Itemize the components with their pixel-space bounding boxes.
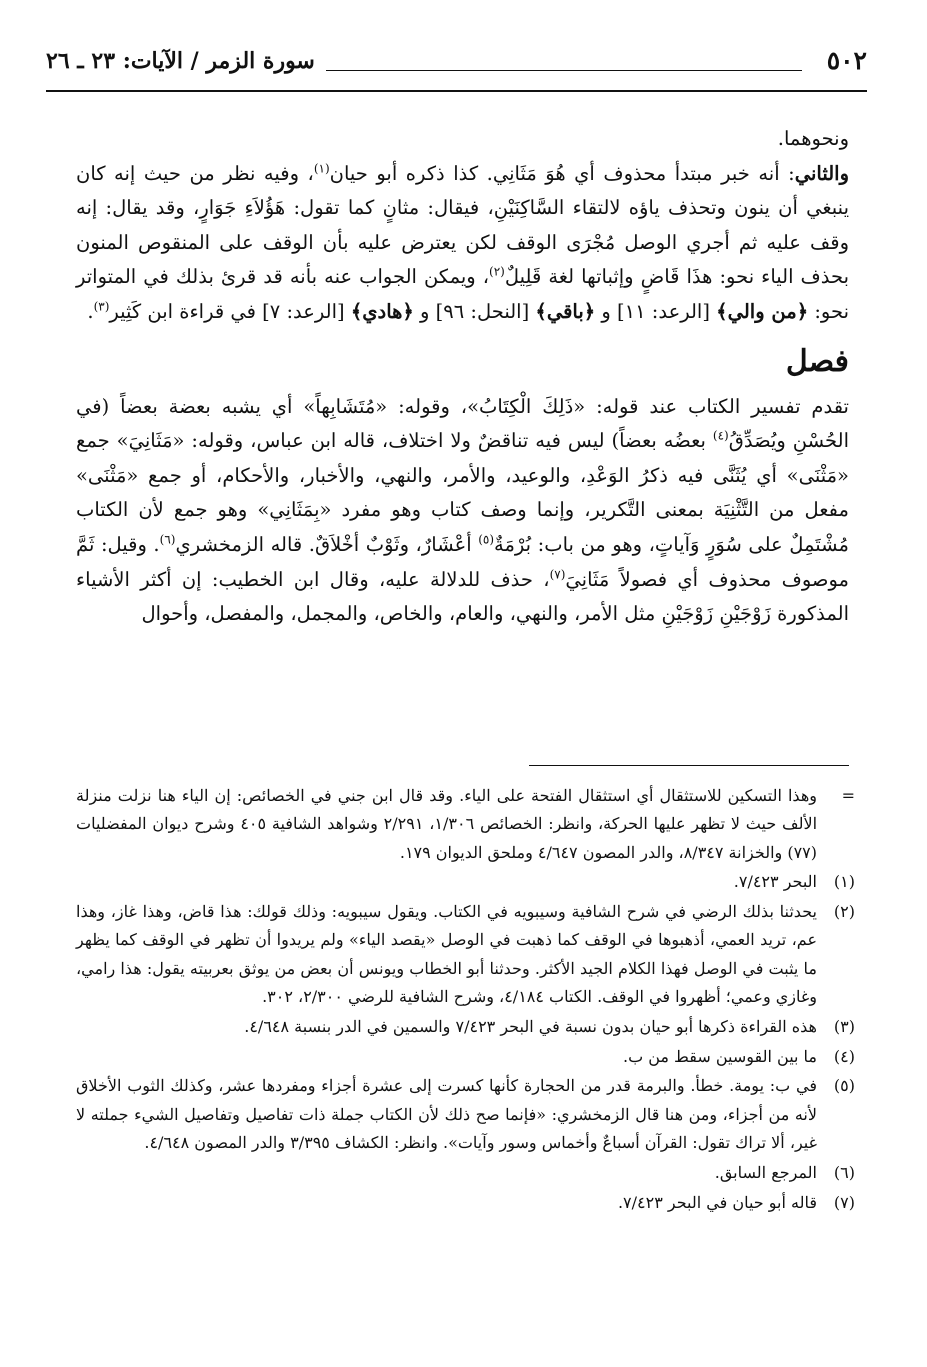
footnote-mark: (٥) <box>833 1076 855 1096</box>
footnote <box>76 1072 855 1157</box>
paragraph-2: والثاني: أنه خبر مبتدأ محذوف أي هُوَ مَثَانِي. كذا ذكره أبو حيان$^{(١)}$، وفيه نظر من حيث إنه كان ينبغي أن ينون وتحذف ياؤه لالتقاء السَّاكِنَيْنِ، فيقال: مثانٍ كما تقول: هَؤُلاَءِ جَوَارٍ، وقد يقال: إنه وقف عليه ثم أجري الوصل مُجْرَى الوقف لكن يعترض عليه بأن الوقف على المنقوص المنون بحذف الياء نحو: هذَا قَاضٍ وإثباتها لغة قَلِيلٌ$^{(٢)}$، ويمكن الجواب عنه بأنه قد قرئ بذلك في المتواتر نحو: ﴿من والي﴾ [الرعد: ١١] و ﴿باقي﴾ [النحل: ٩٦] و ﴿هادي﴾ [الرعد: ٧] في قراءة ابن كَثِير$^{(٣)}$. <box>76 161 850 323</box>
footnote-text: يحدثنا بذلك الرضي في شرح الشافية وسيبويه في الكتاب. ويقول سيبويه: وذلك قولك: هذا قاض، وهذا غاز، وهذا عم، تريد العمي، أذهبوها في الوقف كما ذهبت في الوصل «يقصد الياء» ولم يريدوا أن تظهر في الوقف كما يظهر ما يثبت في الوصل فهذا الكلام الجيد الأكثر. وحدثنا أبو الخطاب ويونس أن بعض من يوثق بعربيته يقول: هذا رامي، وغازي وعمي؛ أظهروا في الوقف. الكتاب ٤/١٨٤، وشرح الشافية للرضي ٢/٣٠٠، ٣٠٢. <box>76 902 817 1007</box>
footnote <box>76 868 855 896</box>
footnote-mark: (١) <box>833 872 855 892</box>
main-text <box>76 122 849 632</box>
section-heading: فصل <box>785 343 849 379</box>
running-title: سورة الزمر / الآيات: ٢٣ ـ ٢٦ <box>46 48 315 74</box>
quran-quote: ﴿من والي﴾ <box>716 299 809 323</box>
quran-quote: ﴿هادي﴾ <box>350 299 414 323</box>
footnote-text: هذه القراءة ذكرها أبو حيان بدون نسبة في البحر ٧/٤٢٣ والسمين في الدر بنسبة ٤/٦٤٨. <box>244 1016 817 1036</box>
footnote-ref[interactable]: (٧) <box>549 567 566 582</box>
paragraph-label: والثاني <box>794 161 850 185</box>
footnote-mark: (٢) <box>833 902 855 922</box>
page-number: ٥٠٢ <box>826 46 867 75</box>
footnote-ref[interactable]: (٦) <box>159 532 176 547</box>
quran-quote: ﴿باقي﴾ <box>535 299 596 323</box>
footnotes <box>76 782 855 1218</box>
footnote-ref[interactable]: (٤) <box>712 428 729 443</box>
footnote-text: في ب: يومة. خطأ. والبرمة قدر من الحجارة كأنها كسرت إلى عشرة أجزاء ومفردها عشر، وكذلك الثوب الأخلاق لأنه من أجزاء، ومن هنا قال الزمخشري: «فإنما صح ذلك لأن الكتاب جملة ذات تفاصيل وتفاصيل الشيء جملته لا غير، ألا تراك تقول: القرآن أسباعٌ وأخماس وسور وآيات». وانظر: الكشاف ٣/٣٩٥ والدر المصون ٤/٦٤٨. <box>76 1076 817 1153</box>
footnote-ref[interactable]: (١) <box>313 161 330 176</box>
footnote-text: المرجع السابق. <box>714 1162 817 1182</box>
footnote-mark: (٤) <box>833 1046 855 1066</box>
footnote-text: البحر ٧/٤٢٣. <box>733 872 817 892</box>
page-header <box>46 44 867 92</box>
footnote-separator <box>529 765 849 766</box>
footnote <box>76 782 855 867</box>
footnote-ref[interactable]: (٣) <box>93 299 110 314</box>
footnote-text: قاله أبو حيان في البحر ٧/٤٢٣. <box>617 1192 817 1212</box>
footnote <box>76 898 855 1011</box>
footnote <box>76 1189 855 1217</box>
footnote-text: ما بين القوسين سقط من ب. <box>622 1046 817 1066</box>
footnote-mark: = <box>841 786 855 805</box>
footnote-ref[interactable]: (٢) <box>489 264 505 279</box>
footnote <box>76 1159 855 1187</box>
footnote <box>76 1043 855 1071</box>
footnote-mark: (٦) <box>833 1162 855 1182</box>
footnote-mark: (٣) <box>833 1016 855 1036</box>
footnote <box>76 1013 855 1041</box>
paragraph-1: ونحوهما. <box>777 127 849 150</box>
footnote-mark: (٧) <box>833 1192 855 1212</box>
header-rule <box>326 70 802 71</box>
footnote-text: وهذا التسكين للاستثقال أي استثقال الفتحة على الياء. وقد قال ابن جني في الخصائص: إن الياء هنا نزلت منزلة الألف حيث لا تظهر عليها الحركة، وانظر: الخصائص ١/٣٠٦، ٢/٢٩١ وشواهد الشافية ٤٠٥ وشرح ديوان المفضليات (٧٧) والخزانة ٨/٣٤٧، والدر المصون ٤/٦٤٧ وملحق الديوان ١٧٩. <box>76 786 818 862</box>
paragraph-3: تقدم تفسير الكتاب عند قوله: «ذَلِكَ الْكِتَابُ»، وقوله: «مُتَشَابِهاً» أي يشبه بعضة بعضاً (في الحُسْنِ ويُصَدِّقُ$^{(٤)}$ بعضُه بعضاً) ليس فيه تناقضٌ ولا اختلاف، قاله ابن عباس، وقوله: «مَثَانِيَ» جمع «مَثْنَى» أي يُثَنَّى فيه ذكرُ الوَعْدِ، والوعيد، والأمر، والنهي، والأخبار، والأحكام، أو جمع «مَثْنَى» مفعل من التَّثْنِيَة بمعنى التَّكرير، وإنما وصف كتاب وهو مفرد «بِمَثَانِي» وهو جمع لأن الكتاب مُشْتَمِلٌ على سُوَرٍ وَآياتٍ، وهو من باب: بُرْمَةٌ$^{(٥)}$ أعْشَارٌ، وثَوْبٌ أخْلاَقٌ. قاله الزمخشري$^{(٦)}$. وقيل: ثَمَّ موصوف محذوف أي فصولاً مَثَانِيَ$^{(٧)}$، حذف للدلالة عليه، وقال ابن الخطيب: إن أكثر الأشياء المذكورة زَوْجَيْنِ زَوْجَيْنِ مثل الأمر، والنهي، والعام، والخاص، والمجمل، والمفصل، وأحوال <box>76 394 849 626</box>
footnote-ref[interactable]: (٥) <box>478 532 495 547</box>
